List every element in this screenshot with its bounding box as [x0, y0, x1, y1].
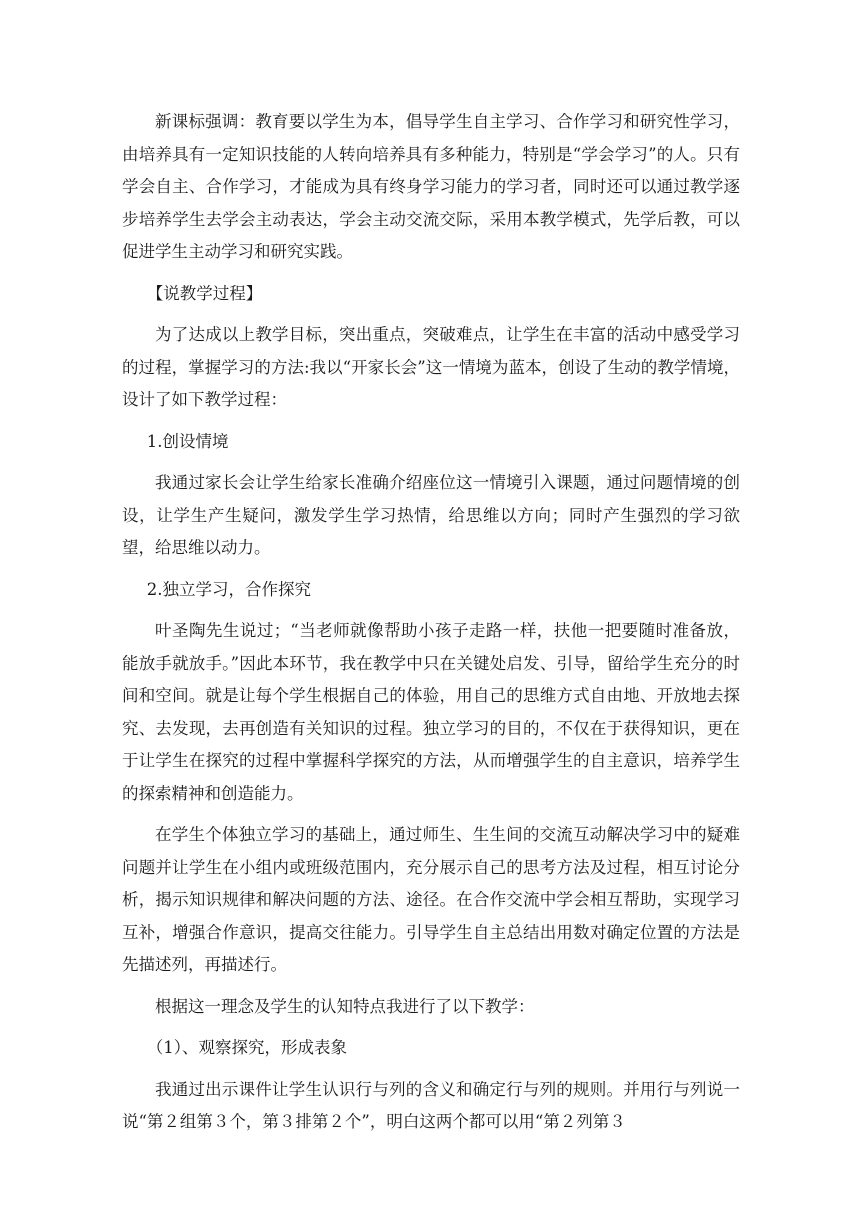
section-heading-teaching-process: 【说教学过程】 [146, 283, 263, 303]
paragraph-concept: 根据这一理念及学生的认知特点我进行了以下教学： [155, 996, 535, 1016]
paragraph-curriculum: 新课标强调：教育要以学生为本，倡导学生自主学习、合作学习和研究性学习，由培养具有一定知识技能的人转向培养具有多种能力，特别是“学会学习”的人。只有学会自主、合作学习，才能成为具有终身学习能力的学习者，同时还可以通过教学逐步培养学生去学会主动表达，学会主动交流交际，采用本教学模式，先学后教，可以促进学生主动学习和研究实践。 [122, 112, 740, 261]
paragraph-teaching-goals: 为了达成以上教学目标，突出重点，突破难点，让学生在丰富的活动中感受学习的过程，掌握学习的方法:我以“开家长会”这一情境为蓝本，创设了生动的教学情境，设计了如下教学过程： [122, 325, 740, 409]
document-page [122, 106, 740, 1148]
subheading-observe-explore: （1）、观察探究，形成表象 [146, 1038, 347, 1057]
subheading-independent-learning: 2.独立学习，合作探究 [146, 579, 311, 599]
subheading-create-scenario: 1.创设情境 [146, 431, 229, 451]
paragraph-scenario: 我通过家长会让学生给家长准确介绍座位这一情境引入课题，通过问题情境的创设，让学生产生疑问，激发学生学习热情，给思维以方向；同时产生强烈的学习欲望，给思维以动力。 [122, 473, 740, 557]
paragraph-rows-columns: 我通过出示课件让学生认识行与列的含义和确定行与列的规则。并用行与列说一说“第２组第３个，第３排第２个”，明白这两个都可以用“第２列第３ [122, 1079, 740, 1131]
paragraph-cooperation: 在学生个体独立学习的基础上，通过师生、生生间的交流互动解决学习中的疑难问题并让学生在小组内或班级范围内，充分展示自己的思考方法及过程，相互讨论分析，揭示知识规律和解决问题的方法、途径。在合作交流中学会相互帮助，实现学习互补，增强合作意识，提高交往能力。引导学生自主总结出用数对确定位置的方法是先描述列，再描述行。 [122, 825, 740, 974]
paragraph-ye-shengtao: 叶圣陶先生说过；“当老师就像帮助小孩子走路一样，扶他一把要随时准备放，能放手就放手。”因此本环节，我在教学中只在关键处启发、引导，留给学生充分的时间和空间。就是让每个学生根据自己的体验，用自己的思维方式自由地、开放地去探究、去发现，去再创造有关知识的过程。独立学习的目的，不仅在于获得知识，更在于让学生在探究的过程中掌握科学探究的方法，从而增强学生的自主意识，培养学生的探索精神和创造能力。 [122, 621, 740, 803]
